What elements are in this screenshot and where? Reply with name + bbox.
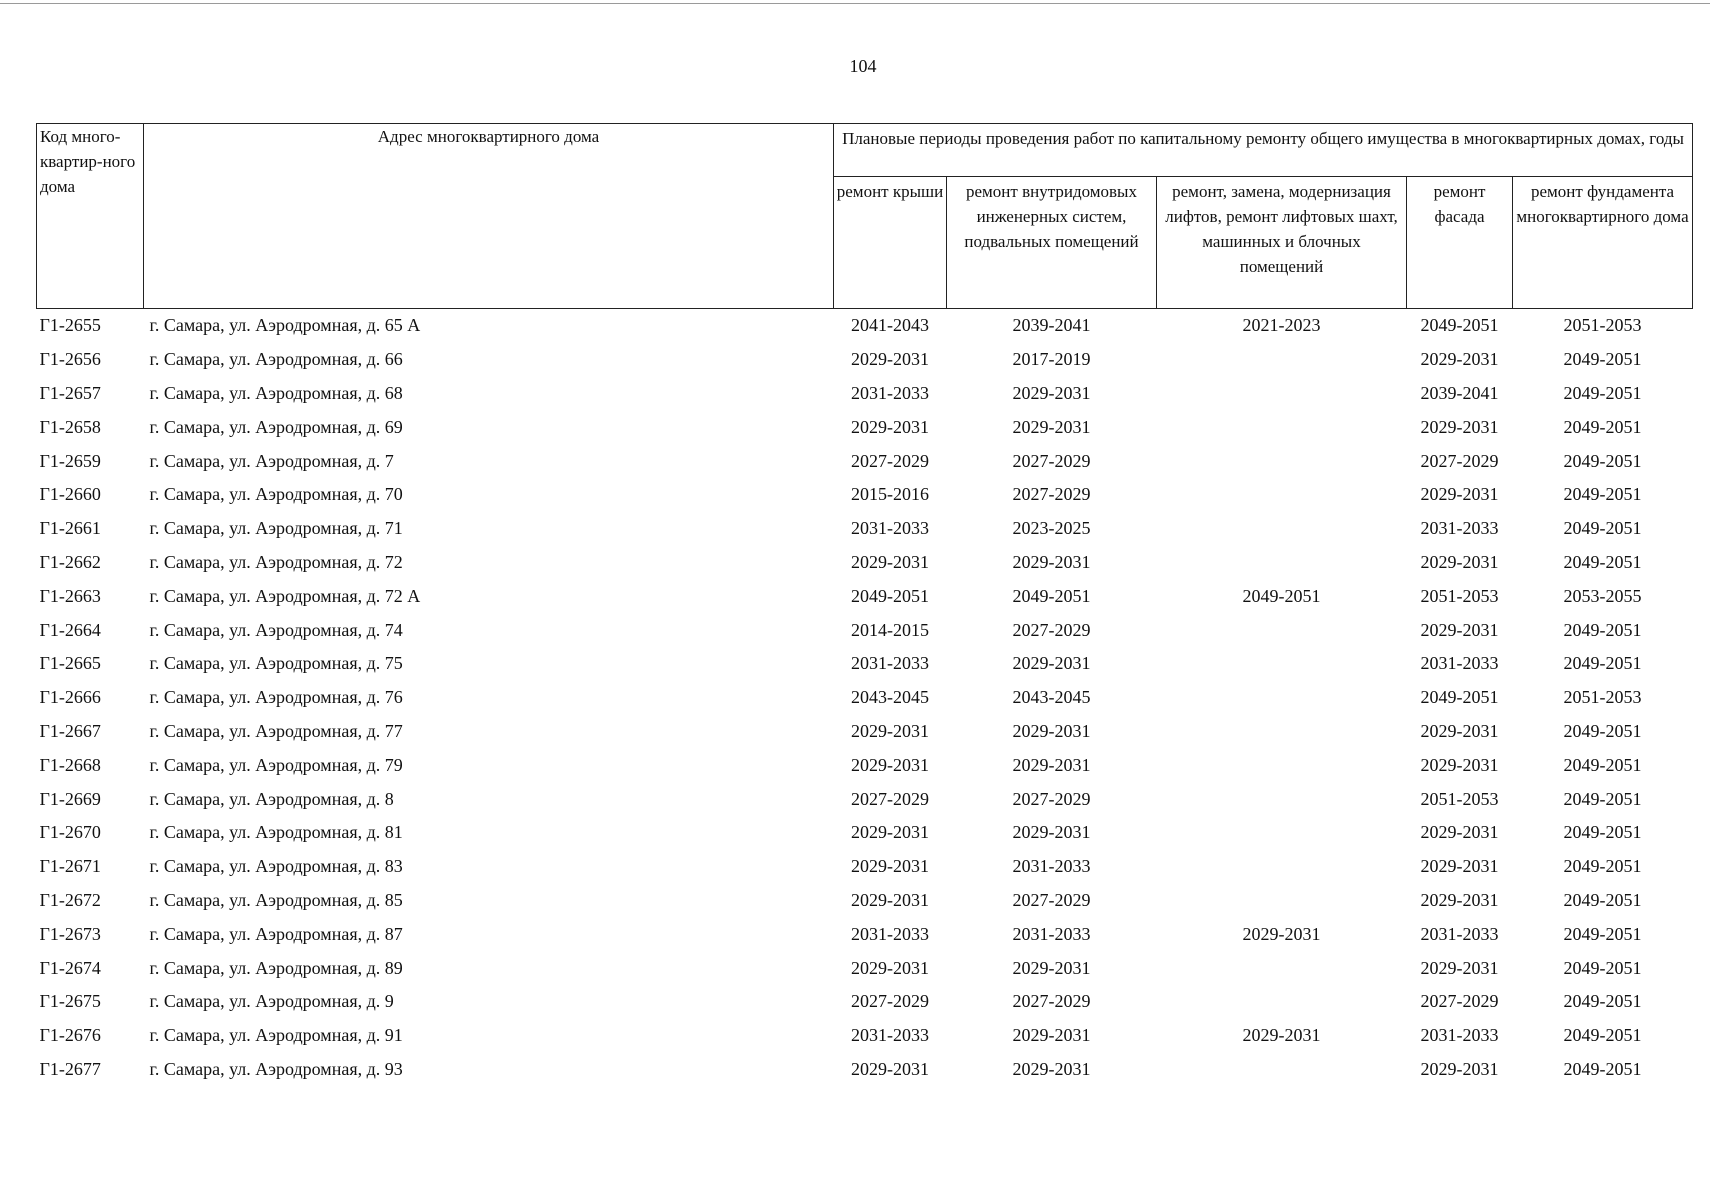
cell-code: Г1-2669 (39, 788, 101, 809)
table-row (37, 681, 1693, 715)
cell-facade: 2039-2041 (1420, 382, 1499, 403)
cell-facade: 2029-2031 (1420, 754, 1499, 775)
cell-address: г. Самара, ул. Аэродромная, д. 76 (149, 687, 403, 708)
cell-address: г. Самара, ул. Аэродромная, д. 85 (149, 889, 403, 910)
cell-roof: 2031-2033 (851, 382, 929, 403)
cell-facade: 2051-2053 (1420, 788, 1499, 809)
cell-facade: 2029-2031 (1420, 856, 1499, 877)
cell-address: г. Самара, ул. Аэродромная, д. 9 (149, 991, 394, 1012)
cell-elevators (1157, 782, 1407, 816)
cell-facade: 2049-2051 (1420, 315, 1499, 336)
cell-roof: 2029-2031 (851, 889, 929, 910)
table-row (37, 1019, 1693, 1053)
cell-roof: 2031-2033 (851, 923, 929, 944)
header-code: Код много-квартир-ного дома (37, 124, 144, 309)
cell-facade: 2049-2051 (1420, 687, 1499, 708)
cell-facade: 2031-2033 (1420, 653, 1499, 674)
cell-roof: 2027-2029 (851, 450, 929, 471)
table-row (37, 985, 1693, 1019)
cell-facade: 2029-2031 (1420, 416, 1499, 437)
page-number: 104 (849, 56, 877, 76)
cell-address: г. Самара, ул. Аэродромная, д. 87 (149, 923, 403, 944)
cell-code: Г1-2656 (39, 349, 101, 370)
cell-elevators (1157, 478, 1407, 512)
cell-foundation: 2049-2051 (1563, 754, 1642, 775)
cell-roof: 2027-2029 (851, 788, 929, 809)
cell-code: Г1-2675 (39, 991, 101, 1012)
table-row (37, 613, 1693, 647)
cell-code: Г1-2671 (39, 856, 101, 877)
table-row (37, 546, 1693, 580)
table-row (37, 850, 1693, 884)
header-elevators: ремонт, замена, модернизация лифтов, ремонт лифтовых шахт, машинных и блочных помещений (1157, 177, 1407, 309)
cell-roof: 2029-2031 (851, 822, 929, 843)
cell-foundation: 2049-2051 (1563, 484, 1642, 505)
cell-elevators (1157, 410, 1407, 444)
cell-elevators (1157, 377, 1407, 411)
cell-roof: 2031-2033 (851, 518, 929, 539)
cell-roof: 2029-2031 (851, 957, 929, 978)
cell-roof: 2029-2031 (851, 416, 929, 437)
cell-elevators (1157, 748, 1407, 782)
cell-foundation: 2049-2051 (1563, 957, 1642, 978)
cell-code: Г1-2676 (39, 1025, 101, 1046)
cell-code: Г1-2674 (39, 957, 101, 978)
cell-code: Г1-2668 (39, 754, 101, 775)
cell-facade: 2029-2031 (1420, 349, 1499, 370)
cell-foundation: 2049-2051 (1563, 822, 1642, 843)
cell-engineering: 2029-2031 (1012, 653, 1091, 674)
table-row (37, 917, 1693, 951)
cell-roof: 2029-2031 (851, 856, 929, 877)
table-row (37, 512, 1693, 546)
cell-elevators: 2029-2031 (1242, 1025, 1321, 1046)
cell-code: Г1-2659 (39, 450, 101, 471)
cell-engineering: 2027-2029 (1012, 484, 1091, 505)
cell-roof: 2043-2045 (851, 687, 929, 708)
cell-address: г. Самара, ул. Аэродромная, д. 83 (149, 856, 403, 877)
cell-engineering: 2039-2041 (1012, 315, 1091, 336)
cell-code: Г1-2673 (39, 923, 101, 944)
cell-foundation: 2049-2051 (1563, 889, 1642, 910)
cell-foundation: 2049-2051 (1563, 1058, 1642, 1079)
cell-elevators (1157, 343, 1407, 377)
cell-foundation: 2049-2051 (1563, 653, 1642, 674)
cell-foundation: 2051-2053 (1563, 687, 1642, 708)
cell-code: Г1-2666 (39, 687, 101, 708)
cell-facade: 2029-2031 (1420, 957, 1499, 978)
cell-foundation: 2049-2051 (1563, 382, 1642, 403)
cell-elevators (1157, 613, 1407, 647)
cell-address: г. Самара, ул. Аэродромная, д. 75 (149, 653, 403, 674)
cell-foundation: 2049-2051 (1563, 720, 1642, 741)
cell-engineering: 2049-2051 (1012, 585, 1091, 606)
header-roof: ремонт крыши (834, 177, 947, 309)
cell-address: г. Самара, ул. Аэродромная, д. 70 (149, 484, 403, 505)
cell-engineering: 2027-2029 (1012, 450, 1091, 471)
cell-foundation: 2049-2051 (1563, 551, 1642, 572)
header-engineering: ремонт внутридомовых инженерных систем, подвальных помещений (947, 177, 1157, 309)
cell-foundation: 2051-2053 (1563, 315, 1642, 336)
table-row (37, 410, 1693, 444)
cell-elevators (1157, 715, 1407, 749)
cell-facade: 2031-2033 (1420, 923, 1499, 944)
table-body (37, 309, 1693, 1087)
table-row (37, 1053, 1693, 1087)
cell-facade: 2027-2029 (1420, 450, 1499, 471)
cell-address: г. Самара, ул. Аэродромная, д. 91 (149, 1025, 403, 1046)
cell-engineering: 2031-2033 (1012, 923, 1091, 944)
cell-facade: 2029-2031 (1420, 889, 1499, 910)
cell-roof: 2041-2043 (851, 315, 929, 336)
table-row (37, 884, 1693, 918)
cell-facade: 2029-2031 (1420, 484, 1499, 505)
cell-engineering: 2027-2029 (1012, 991, 1091, 1012)
cell-elevators (1157, 546, 1407, 580)
cell-code: Г1-2670 (39, 822, 101, 843)
cell-code: Г1-2658 (39, 416, 101, 437)
cell-engineering: 2029-2031 (1012, 754, 1091, 775)
cell-engineering: 2029-2031 (1012, 382, 1091, 403)
cell-facade: 2031-2033 (1420, 518, 1499, 539)
cell-engineering: 2029-2031 (1012, 416, 1091, 437)
cell-address: г. Самара, ул. Аэродромная, д. 68 (149, 382, 403, 403)
cell-code: Г1-2663 (39, 585, 101, 606)
cell-engineering: 2029-2031 (1012, 1025, 1091, 1046)
cell-code: Г1-2672 (39, 889, 101, 910)
cell-elevators (1157, 985, 1407, 1019)
cell-code: Г1-2664 (39, 619, 101, 640)
cell-facade: 2051-2053 (1420, 585, 1499, 606)
cell-code: Г1-2655 (39, 315, 101, 336)
cell-address: г. Самара, ул. Аэродромная, д. 7 (149, 450, 394, 471)
table-row (37, 748, 1693, 782)
cell-address: г. Самара, ул. Аэродромная, д. 77 (149, 720, 403, 741)
cell-elevators (1157, 1053, 1407, 1087)
top-rule (0, 3, 1710, 4)
cell-elevators (1157, 444, 1407, 478)
cell-elevators (1157, 884, 1407, 918)
cell-engineering: 2027-2029 (1012, 619, 1091, 640)
cell-code: Г1-2657 (39, 382, 101, 403)
cell-engineering: 2031-2033 (1012, 856, 1091, 877)
cell-address: г. Самара, ул. Аэродромная, д. 65 А (149, 315, 421, 336)
cell-address: г. Самара, ул. Аэродромная, д. 81 (149, 822, 403, 843)
cell-facade: 2027-2029 (1420, 991, 1499, 1012)
cell-roof: 2031-2033 (851, 653, 929, 674)
cell-elevators (1157, 512, 1407, 546)
cell-engineering: 2023-2025 (1012, 518, 1091, 539)
cell-address: г. Самара, ул. Аэродромная, д. 8 (149, 788, 394, 809)
cell-roof: 2014-2015 (851, 619, 929, 640)
header-row-main (37, 124, 1693, 177)
cell-roof: 2029-2031 (851, 1058, 929, 1079)
cell-address: г. Самара, ул. Аэродромная, д. 74 (149, 619, 403, 640)
cell-code: Г1-2677 (39, 1058, 101, 1079)
cell-roof: 2015-2016 (851, 484, 929, 505)
table-row (37, 782, 1693, 816)
cell-code: Г1-2661 (39, 518, 101, 539)
header-address: Адрес многоквартирного дома (144, 124, 834, 309)
cell-elevators (1157, 647, 1407, 681)
table-row (37, 478, 1693, 512)
cell-address: г. Самара, ул. Аэродромная, д. 93 (149, 1058, 403, 1079)
cell-engineering: 2029-2031 (1012, 822, 1091, 843)
cell-engineering: 2043-2045 (1012, 687, 1091, 708)
cell-engineering: 2029-2031 (1012, 1058, 1091, 1079)
capital-repair-table (36, 123, 1693, 1086)
cell-facade: 2031-2033 (1420, 1025, 1499, 1046)
cell-facade: 2029-2031 (1420, 720, 1499, 741)
cell-address: г. Самара, ул. Аэродромная, д. 72 А (149, 585, 421, 606)
cell-code: Г1-2660 (39, 484, 101, 505)
header-periods-group: Плановые периоды проведения работ по капитальному ремонту общего имущества в многоквартирных домах, годы (834, 124, 1693, 177)
cell-code: Г1-2665 (39, 653, 101, 674)
cell-elevators: 2029-2031 (1242, 923, 1321, 944)
cell-foundation: 2049-2051 (1563, 1025, 1642, 1046)
table-row (37, 647, 1693, 681)
table-row (37, 715, 1693, 749)
table-row (37, 444, 1693, 478)
cell-elevators (1157, 816, 1407, 850)
cell-engineering: 2029-2031 (1012, 720, 1091, 741)
cell-engineering: 2029-2031 (1012, 957, 1091, 978)
table-row (37, 816, 1693, 850)
cell-foundation: 2049-2051 (1563, 923, 1642, 944)
cell-roof: 2049-2051 (851, 585, 929, 606)
cell-facade: 2029-2031 (1420, 1058, 1499, 1079)
cell-elevators: 2049-2051 (1242, 585, 1321, 606)
cell-roof: 2029-2031 (851, 551, 929, 572)
table-header (37, 124, 1693, 309)
cell-engineering: 2027-2029 (1012, 788, 1091, 809)
cell-foundation: 2049-2051 (1563, 416, 1642, 437)
cell-code: Г1-2662 (39, 551, 101, 572)
cell-address: г. Самара, ул. Аэродромная, д. 72 (149, 551, 403, 572)
cell-address: г. Самара, ул. Аэродромная, д. 66 (149, 349, 403, 370)
cell-foundation: 2049-2051 (1563, 619, 1642, 640)
cell-roof: 2029-2031 (851, 349, 929, 370)
cell-elevators: 2021-2023 (1242, 315, 1321, 336)
cell-foundation: 2049-2051 (1563, 788, 1642, 809)
cell-foundation: 2049-2051 (1563, 856, 1642, 877)
cell-facade: 2029-2031 (1420, 619, 1499, 640)
cell-address: г. Самара, ул. Аэродромная, д. 69 (149, 416, 403, 437)
cell-facade: 2029-2031 (1420, 822, 1499, 843)
cell-address: г. Самара, ул. Аэродромная, д. 71 (149, 518, 403, 539)
cell-code: Г1-2667 (39, 720, 101, 741)
cell-foundation: 2049-2051 (1563, 349, 1642, 370)
cell-elevators (1157, 951, 1407, 985)
cell-roof: 2029-2031 (851, 754, 929, 775)
cell-foundation: 2049-2051 (1563, 450, 1642, 471)
cell-foundation: 2049-2051 (1563, 518, 1642, 539)
table-row (37, 579, 1693, 613)
cell-facade: 2029-2031 (1420, 551, 1499, 572)
cell-address: г. Самара, ул. Аэродромная, д. 79 (149, 754, 403, 775)
cell-engineering: 2027-2029 (1012, 889, 1091, 910)
table-row (37, 377, 1693, 411)
cell-roof: 2027-2029 (851, 991, 929, 1012)
cell-engineering: 2017-2019 (1012, 349, 1091, 370)
cell-roof: 2029-2031 (851, 720, 929, 741)
table-row (37, 309, 1693, 343)
table-row (37, 343, 1693, 377)
cell-roof: 2031-2033 (851, 1025, 929, 1046)
table-row (37, 951, 1693, 985)
header-facade: ремонт фасада (1407, 177, 1513, 309)
header-foundation: ремонт фундамента многоквартирного дома (1513, 177, 1693, 309)
cell-elevators (1157, 850, 1407, 884)
cell-address: г. Самара, ул. Аэродромная, д. 89 (149, 957, 403, 978)
cell-engineering: 2029-2031 (1012, 551, 1091, 572)
cell-foundation: 2053-2055 (1563, 585, 1642, 606)
cell-foundation: 2049-2051 (1563, 991, 1642, 1012)
cell-elevators (1157, 681, 1407, 715)
